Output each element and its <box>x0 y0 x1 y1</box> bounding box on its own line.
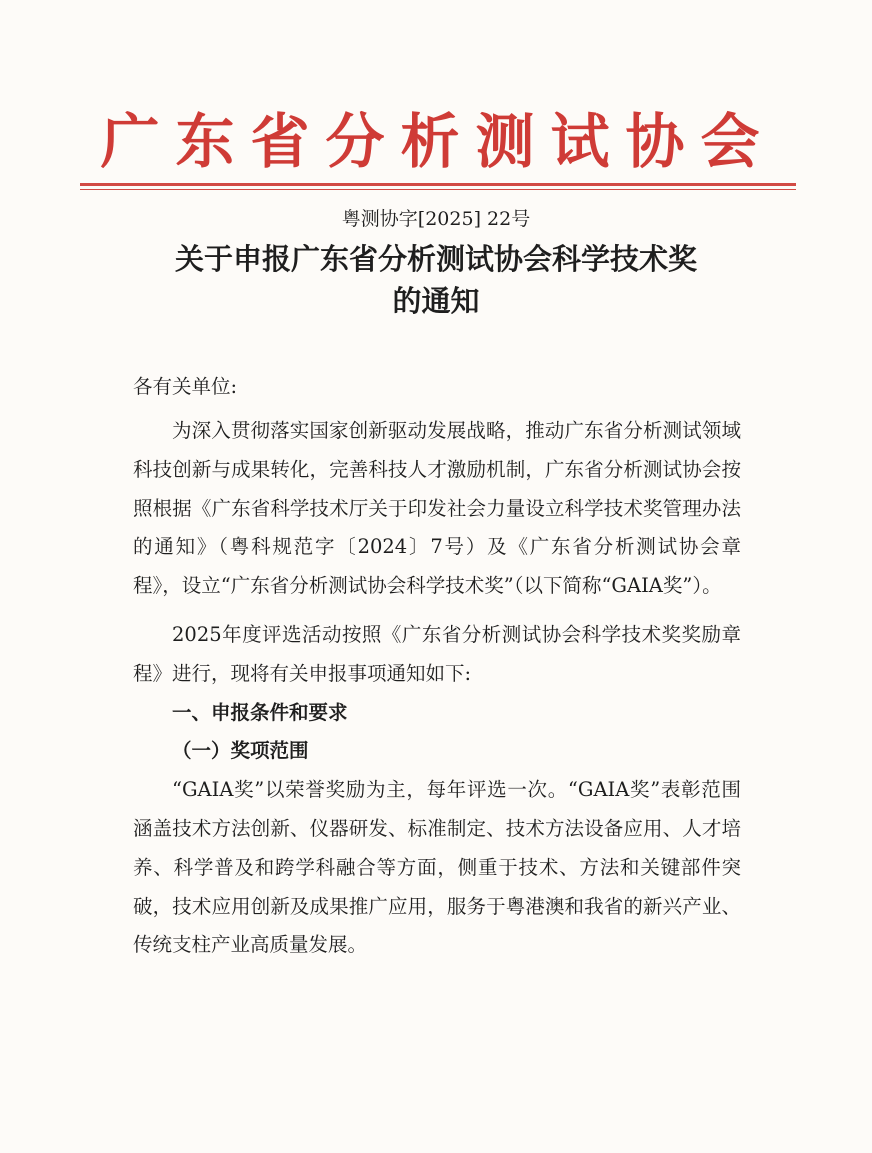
salutation: 各有关单位: <box>133 375 238 398</box>
letterhead-rule-thick <box>80 183 796 186</box>
paragraph-scope: “GAIA奖”以荣誉奖励为主，每年评选一次。“GAIA奖”表彰范围涵盖技术方法创新、仪器研发、标准制定、技术方法设备应用、人才培养、科学普及和跨学科融合等方面，侧重于技术、方法和关键部件突破，技术应用创新及成果推广应用，服务于粤港澳和我省的新兴产业、传统支柱产业高质量发展。 <box>133 778 741 957</box>
letterhead-title: 广东省分析测试协会 <box>100 107 776 176</box>
document-body <box>133 412 741 965</box>
document-title <box>100 238 772 322</box>
paragraph-intro: 为深入贯彻落实国家创新驱动发展战略，推动广东省分析测试领域科技创新与成果转化，完善科技人才激励机制，广东省分析测试协会按照根据《广东省科学技术厅关于印发社会力量设立科学技术奖管理办法的通知》（粤科规范字〔2024〕7号）及《广东省分析测试协会章程》，设立“广东省分析测试协会科学技术奖”（以下简称“GAIA奖”）。 <box>133 419 741 598</box>
document-title-line2: 的通知 <box>392 284 480 318</box>
paragraph-notice: 2025年度评选活动按照《广东省分析测试协会科学技术奖奖励章程》进行，现将有关申报事项通知如下: <box>133 622 741 685</box>
letterhead-rule-thin <box>80 189 796 190</box>
paragraph-gap <box>133 606 741 616</box>
section-heading: 一、申报条件和要求 <box>172 700 348 724</box>
document-title-line1: 关于申报广东省分析测试协会科学技术奖 <box>174 242 697 276</box>
document-number: 粤测协字[2025] 22号 <box>341 208 531 230</box>
subsection-heading: （一）奖项范围 <box>172 739 309 763</box>
